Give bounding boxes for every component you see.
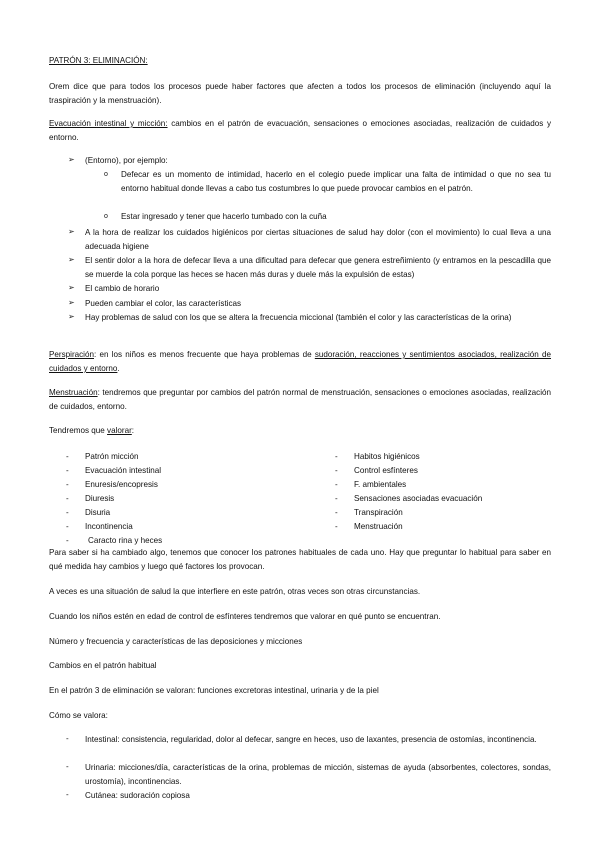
dash-icon: - bbox=[66, 762, 69, 771]
dash-icon: - bbox=[66, 508, 69, 517]
dash-icon: - bbox=[335, 522, 338, 531]
evacuation-label: Evacuación intestinal y micción: bbox=[49, 119, 168, 128]
perspiration-paragraph bbox=[49, 348, 551, 376]
dash-icon: - bbox=[66, 452, 69, 461]
perspiration-text: : en los niños es menos frecuente que haya problemas de bbox=[94, 350, 315, 359]
list-item: Evacuación intestinal bbox=[85, 466, 162, 475]
perspiration-label: Perspiración bbox=[49, 350, 94, 359]
bullet-arrow-icon: ➢ bbox=[68, 255, 75, 264]
dash-icon: - bbox=[335, 480, 338, 489]
menstruation-paragraph bbox=[49, 386, 551, 414]
dash-icon: - bbox=[335, 452, 338, 461]
valorar-heading bbox=[49, 425, 134, 437]
evacuation-text: cambios en el patrón de evacuación, sensaciones o emociones asociadas, realización de cuidados y entorno. bbox=[49, 119, 552, 142]
list-item: Sensaciones asociadas evacuación bbox=[354, 494, 483, 503]
valorar-word: valorar bbox=[107, 426, 132, 435]
como-heading: Cómo se valora: bbox=[49, 711, 108, 720]
bullet-item-miccional: Hay problemas de salud con los que se altera la frecuencia miccional (también el color y las características de la orina) bbox=[85, 313, 512, 322]
como-item-urinaria: Urinaria: micciones/día, características de la orina, problemas de micción, sistemas de ayuda (absorbentes, colectores, sondas, urostomía), incontinencias. bbox=[85, 763, 551, 786]
bullet-item-dolor: El sentir dolor a la hora de defecar lleva a una dificultad para defecar que genera estreñimiento (y entramos en la pescadilla que se muerde la cola porque las heces se hacen más duras y duele más la expulsión de estas) bbox=[85, 256, 551, 279]
dash-icon: - bbox=[66, 536, 69, 545]
bullet-arrow-icon: ➢ bbox=[68, 227, 75, 236]
menstruation-text: : tendremos que preguntar por cambios del patrón normal de menstruación, sensaciones o emociones asociadas, realización de cuidados, entorno. bbox=[49, 388, 551, 411]
perspiration-period: . bbox=[117, 364, 120, 373]
list-item: Enuresis/encopresis bbox=[85, 480, 158, 489]
valorar-prefix: Tendremos que bbox=[49, 426, 108, 435]
dash-icon: - bbox=[66, 734, 69, 743]
sub-item-ingresado: Estar ingresado y tener que hacerlo tumbado con la cuña bbox=[121, 212, 327, 221]
dash-icon: - bbox=[66, 522, 69, 531]
patron3-paragraph: En el patrón 3 de eliminación se valoran: funciones excretoras intestinal, urinaria y de la piel bbox=[49, 686, 379, 695]
list-item: Control esfínteres bbox=[354, 466, 418, 475]
aveces-paragraph: A veces es una situación de salud la que interfiere en este patrón, otras veces son otras circunstancias. bbox=[49, 587, 421, 596]
page-title: PATRÓN 3: ELIMINACIÓN: bbox=[49, 56, 148, 65]
valorar-suffix: : bbox=[131, 426, 135, 435]
como-item-intestinal: Intestinal: consistencia, regularidad, dolor al defecar, sangre en heces, uso de laxantes, presencia de ostomías, incontinencia. bbox=[85, 735, 537, 744]
bullet-item-horario: El cambio de horario bbox=[85, 284, 160, 293]
list-item: Diuresis bbox=[85, 494, 115, 503]
cuando-paragraph: Cuando los niños estén en edad de control de esfínteres tendremos que valorar en qué punto se encuentran. bbox=[49, 612, 441, 621]
sub-bullet-circle-icon: o bbox=[104, 213, 108, 220]
dash-icon: - bbox=[335, 508, 338, 517]
bullet-item-color: Pueden cambiar el color, las características bbox=[85, 299, 242, 308]
list-item: Habitos higiénicos bbox=[354, 452, 420, 461]
cambios-paragraph: Cambios en el patrón habitual bbox=[49, 661, 157, 670]
dash-icon: - bbox=[66, 494, 69, 503]
perspiration-underlined: sudoración, reacciones y sentimientos asociados, realización de cuidados y entorno bbox=[49, 350, 551, 373]
list-item: Patrón micción bbox=[85, 452, 139, 461]
intro-paragraph: Orem dice que para todos los procesos puede haber factores que afecten a todos los procesos de eliminación (incluyendo aquí la traspiración y la menstruación). bbox=[49, 82, 551, 105]
list-item: Caracto rina y heces bbox=[88, 536, 163, 545]
evacuation-paragraph bbox=[49, 117, 551, 145]
bullet-item-higiene: A la hora de realizar los cuidados higiénicos por ciertas situaciones de salud hay dolor (con el movimiento) lo cual lleva a una adecuada higiene bbox=[85, 228, 551, 251]
bullet-arrow-icon: ➢ bbox=[68, 283, 75, 292]
bullet-arrow-icon: ➢ bbox=[68, 155, 75, 164]
list-item: Disuria bbox=[85, 508, 111, 517]
dash-icon: - bbox=[66, 480, 69, 489]
dash-icon: - bbox=[66, 466, 69, 475]
list-item: Menstruación bbox=[354, 522, 403, 531]
dash-icon: - bbox=[335, 494, 338, 503]
list-item: F. ambientales bbox=[354, 480, 407, 489]
list-item: Incontinencia bbox=[85, 522, 133, 531]
dash-icon: - bbox=[335, 466, 338, 475]
bullet-item-entorno: (Entorno), por ejemplo: bbox=[85, 156, 168, 165]
como-item-cutanea: Cutánea: sudoración copiosa bbox=[85, 791, 190, 800]
menstruation-label: Menstruación bbox=[49, 388, 98, 397]
saber-paragraph: Para saber si ha cambiado algo, tenemos que conocer los patrones habituales de cada uno. Hay que preguntar lo habitual para saber en qué medida hay cambios y luego qué factores los provocan. bbox=[49, 548, 551, 571]
dash-icon: - bbox=[66, 790, 69, 799]
sub-bullet-circle-icon: o bbox=[104, 171, 108, 178]
bullet-arrow-icon: ➢ bbox=[68, 312, 75, 321]
sub-item-intimidad: Defecar es un momento de intimidad, hacerlo en el colegio puede implicar una falta de intimidad o que no sea tu entorno habitual donde llevas a cabo tus costumbres lo que puede provocar cambios en el patrón. bbox=[121, 170, 551, 193]
bullet-arrow-icon: ➢ bbox=[68, 298, 75, 307]
list-item: Transpiración bbox=[354, 508, 403, 517]
numero-paragraph: Número y frecuencia y características de las deposiciones y micciones bbox=[49, 637, 303, 646]
